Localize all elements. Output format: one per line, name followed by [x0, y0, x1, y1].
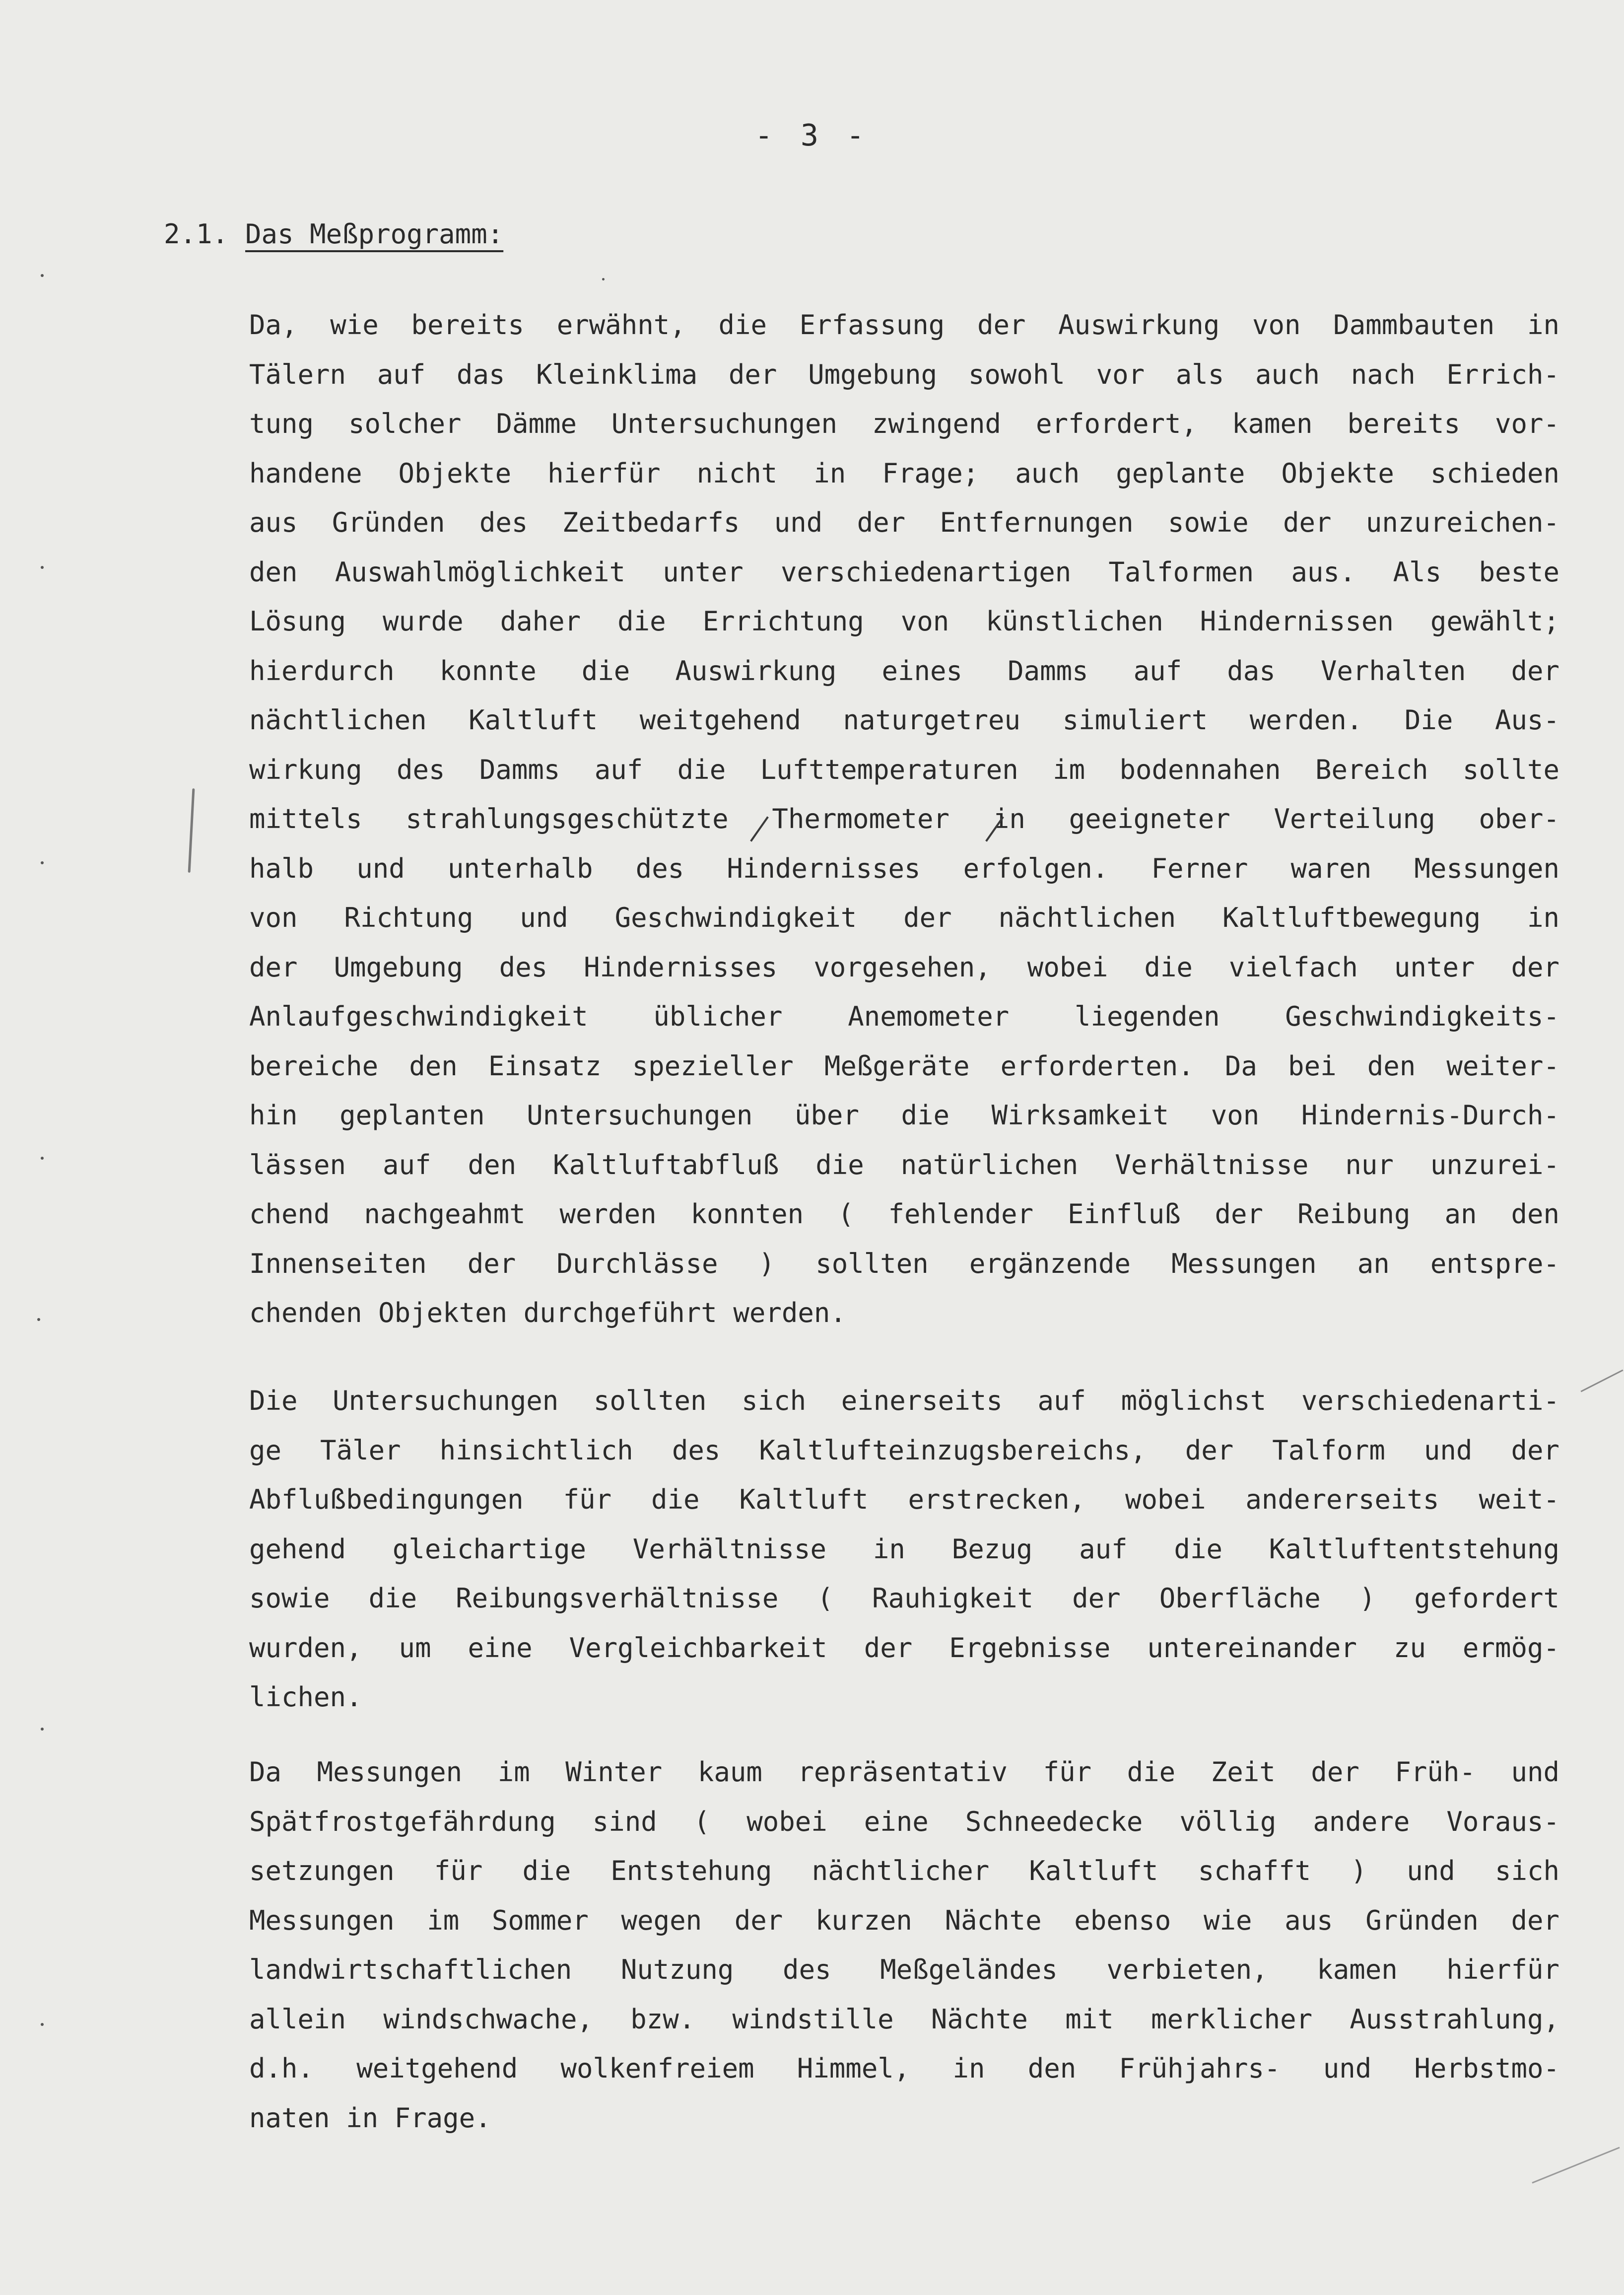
text-line: gehend gleichartige Verhältnisse in Bezug auf die Kaltluftentstehung [249, 1533, 1559, 1565]
text-line: tung solcher Dämme Untersuchungen zwingend erfordert, kamen bereits vor- [249, 408, 1559, 439]
text-line: Da Messungen im Winter kaum repräsentativ für die Zeit der Früh- und [249, 1756, 1559, 1788]
scan-speck [41, 1157, 44, 1160]
text-line: landwirtschaftlichen Nutzung des Meßgeländes verbieten, kamen hierfür [249, 1954, 1559, 1985]
text-line: Da, wie bereits erwähnt, die Erfassung der Auswirkung von Dammbauten in [249, 309, 1559, 341]
text-line: handene Objekte hierfür nicht in Frage; auch geplante Objekte schieden [249, 457, 1559, 489]
text-line: Die Untersuchungen sollten sich einerseits auf möglichst verschiedenarti- [249, 1385, 1559, 1416]
text-line: hin geplanten Untersuchungen über die Wirksamkeit von Hindernis-Durch- [249, 1100, 1559, 1131]
text-line: chenden Objekten durchgeführt werden. [249, 1297, 846, 1328]
section-number: 2.1. [164, 218, 229, 250]
text-line: sowie die Reibungsverhältnisse ( Rauhigkeit der Oberfläche ) gefordert [249, 1583, 1559, 1614]
text-line: der Umgebung des Hindernisses vorgesehen, wobei die vielfach unter der [249, 951, 1559, 983]
text-line: von Richtung und Geschwindigkeit der nächtlichen Kaltluftbewegung in [249, 902, 1559, 933]
text-line: ge Täler hinsichtlich des Kaltlufteinzugsbereichs, der Talform und der [249, 1434, 1559, 1466]
text-line: chend nachgeahmt werden konnten ( fehlender Einfluß der Reibung an den [249, 1198, 1559, 1230]
text-line: Innenseiten der Durchlässe ) sollten ergänzende Messungen an entspre- [249, 1248, 1559, 1279]
scan-hair [1580, 1370, 1623, 1392]
scan-speck [41, 861, 44, 864]
text-line: bereiche den Einsatz spezieller Meßgeräte erforderten. Da bei den weiter- [249, 1050, 1559, 1082]
text-line: Anlaufgeschwindigkeit üblicher Anemometer liegenden Geschwindigkeits- [249, 1001, 1559, 1032]
text-line: wirkung des Damms auf die Lufttemperaturen im bodennahen Bereich sollte [249, 754, 1559, 785]
paragraph-measurement-setup [249, 300, 1559, 1338]
text-line: nächtlichen Kaltluft weitgehend naturgetreu simuliert werden. Die Aus- [249, 704, 1559, 736]
scan-speck [41, 1728, 44, 1731]
text-line: halb und unterhalb des Hindernisses erfolgen. Ferner waren Messungen [249, 852, 1559, 884]
text-line: hierdurch konnte die Auswirkung eines Damms auf das Verhalten der [249, 655, 1559, 687]
text-line: d.h. weitgehend wolkenfreiem Himmel, in den Frühjahrs- und Herbstmo- [249, 2053, 1559, 2084]
margin-pencil-stroke [188, 788, 195, 873]
text-line: naten in Frage. [249, 2102, 491, 2134]
section-heading [164, 218, 503, 250]
paragraph-valley-selection [249, 1376, 1559, 1722]
paragraph-season-selection [249, 1747, 1559, 2143]
text-line: lichen. [249, 1681, 362, 1713]
text-line: Messungen im Sommer wegen der kurzen Nächte ebenso wie aus Gründen der [249, 1904, 1559, 1936]
scan-speck [41, 2023, 44, 2026]
text-line: Abflußbedingungen für die Kaltluft erstrecken, wobei andererseits weit- [249, 1484, 1559, 1515]
page-number: - 3 - [754, 118, 870, 153]
text-line: allein windschwache, bzw. windstille Nächte mit merklicher Ausstrahlung, [249, 2003, 1559, 2035]
text-line: Tälern auf das Kleinklima der Umgebung sowohl vor als auch nach Errich- [249, 358, 1559, 390]
scan-speck [41, 274, 44, 277]
text-line: Spätfrostgefährdung sind ( wobei eine Schneedecke völlig andere Voraus- [249, 1806, 1559, 1837]
text-line: aus Gründen des Zeitbedarfs und der Entfernungen sowie der unzureichen- [249, 507, 1559, 538]
text-line: setzungen für die Entstehung nächtlicher Kaltluft schafft ) und sich [249, 1855, 1559, 1886]
text-line: den Auswahlmöglichkeit unter verschiedenartigen Talformen aus. Als beste [249, 556, 1559, 588]
scan-hair [1532, 2147, 1620, 2184]
text-line: wurden, um eine Vergleichbarkeit der Ergebnisse untereinander zu ermög- [249, 1632, 1559, 1664]
scan-speck [37, 1318, 40, 1321]
text-line: lässen auf den Kaltluftabfluß die natürlichen Verhältnisse nur unzurei- [249, 1149, 1559, 1181]
scan-speck [602, 278, 605, 280]
scan-speck [41, 566, 44, 569]
section-title: Das Meßprogramm: [245, 218, 504, 250]
text-line: Lösung wurde daher die Errichtung von künstlichen Hindernissen gewählt; [249, 606, 1559, 637]
text-line: mittels strahlungsgeschützte Thermometer in geeigneter Verteilung ober- [249, 803, 1559, 835]
